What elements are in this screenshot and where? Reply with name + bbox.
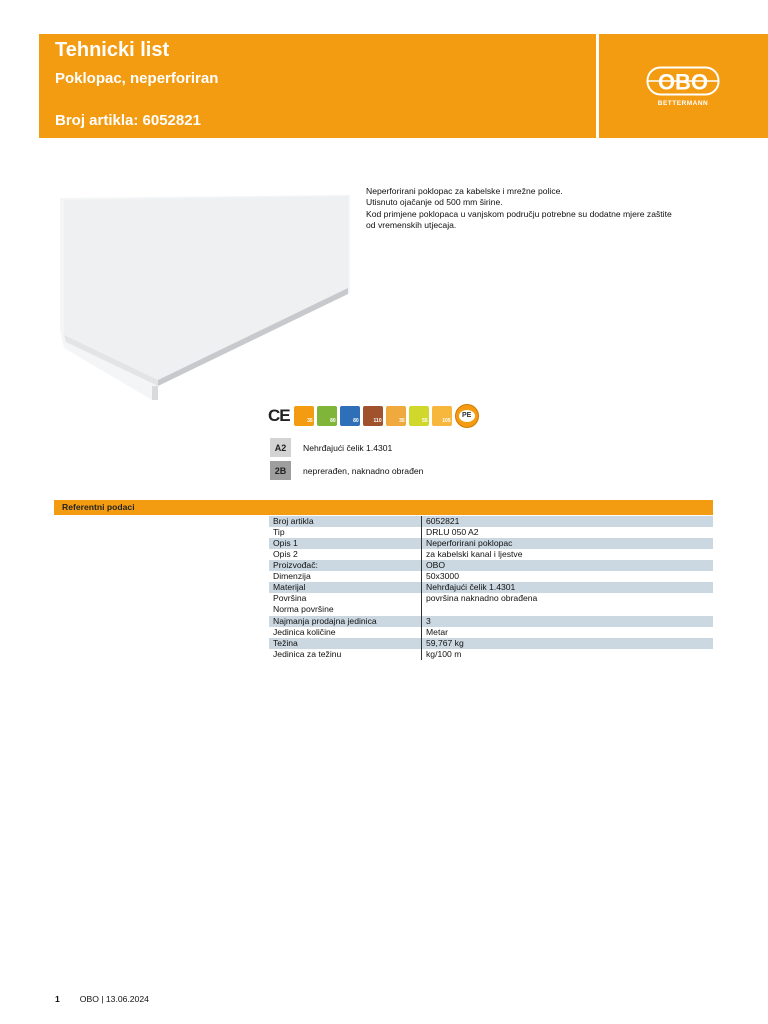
table-row: Materijal Nehrđajući čelik 1.4301	[269, 582, 713, 593]
temperature-rating-icon: 80	[340, 406, 360, 426]
page-footer	[55, 994, 149, 1004]
table-row: Opis 1 Neperforirani poklopac	[269, 538, 713, 549]
table-row: Tip DRLU 050 A2	[269, 527, 713, 538]
table-row: Površina Norma površine površina naknadno obrađena	[269, 593, 713, 616]
table-row: Proizvođač: OBO	[269, 560, 713, 571]
material-label: Nehrđajući čelik 1.4301	[303, 442, 393, 453]
certification-row	[268, 405, 479, 427]
page-number: 1	[55, 994, 60, 1004]
table-row: Broj artikla 6052821	[269, 516, 713, 527]
footer-text: OBO | 13.06.2024	[79, 994, 149, 1004]
temperature-rating-icon: 35	[294, 406, 314, 426]
description-line: Utisnuto ojačanje od 500 mm širine.	[366, 197, 503, 208]
description-line: Neperforirani poklopac za kabelske i mrežne police.	[366, 186, 563, 196]
product-description	[366, 186, 726, 232]
table-row: Dimenzija 50x3000	[269, 571, 713, 582]
obo-logo-mark-icon	[646, 66, 720, 96]
table-row: Jedinica količine Metar	[269, 627, 713, 638]
surface-label: neprerađen, naknadno obrađen	[303, 465, 424, 476]
product-image	[60, 190, 350, 400]
table-row: Težina 59,767 kg	[269, 638, 713, 649]
reference-data-heading: Referentni podaci	[54, 500, 713, 515]
temperature-rating-icon: 105	[432, 406, 452, 426]
pe-material-icon: PE	[455, 404, 479, 428]
obo-logo	[646, 66, 720, 107]
logo-text-bettermann: BETTERMANN	[657, 100, 709, 107]
header-banner	[39, 34, 596, 138]
temperature-rating-icon: 80	[317, 406, 337, 426]
page-subtitle: Poklopac, neperforiran	[55, 70, 219, 87]
table-row: Jedinica za težinu kg/100 m	[269, 649, 713, 660]
surface-code-badge: 2B	[270, 461, 291, 480]
article-number-heading: Broj artikla: 6052821	[55, 112, 201, 129]
description-line: Kod primjene poklopaca u vanjskom području potrebne su dodatne mjere zaštite	[366, 208, 672, 219]
logo-panel	[599, 34, 768, 138]
table-row: Opis 2 za kabelski kanal i ljestve	[269, 549, 713, 560]
material-row	[270, 438, 392, 457]
svg-text:OBO: OBO	[657, 69, 709, 95]
ce-mark-icon: CE	[268, 406, 290, 425]
description-line: od vremenskih utjecaja.	[366, 220, 457, 231]
temperature-rating-icon: 35	[386, 406, 406, 426]
surface-row	[270, 461, 423, 480]
material-code-badge: A2	[270, 438, 291, 457]
reference-data-table	[269, 516, 713, 660]
page-title: Tehnicki list	[55, 39, 170, 61]
table-row: Najmanja prodajna jedinica 3	[269, 616, 713, 627]
temperature-rating-icon: 110	[363, 406, 383, 426]
temperature-rating-icon: 55	[409, 406, 429, 426]
